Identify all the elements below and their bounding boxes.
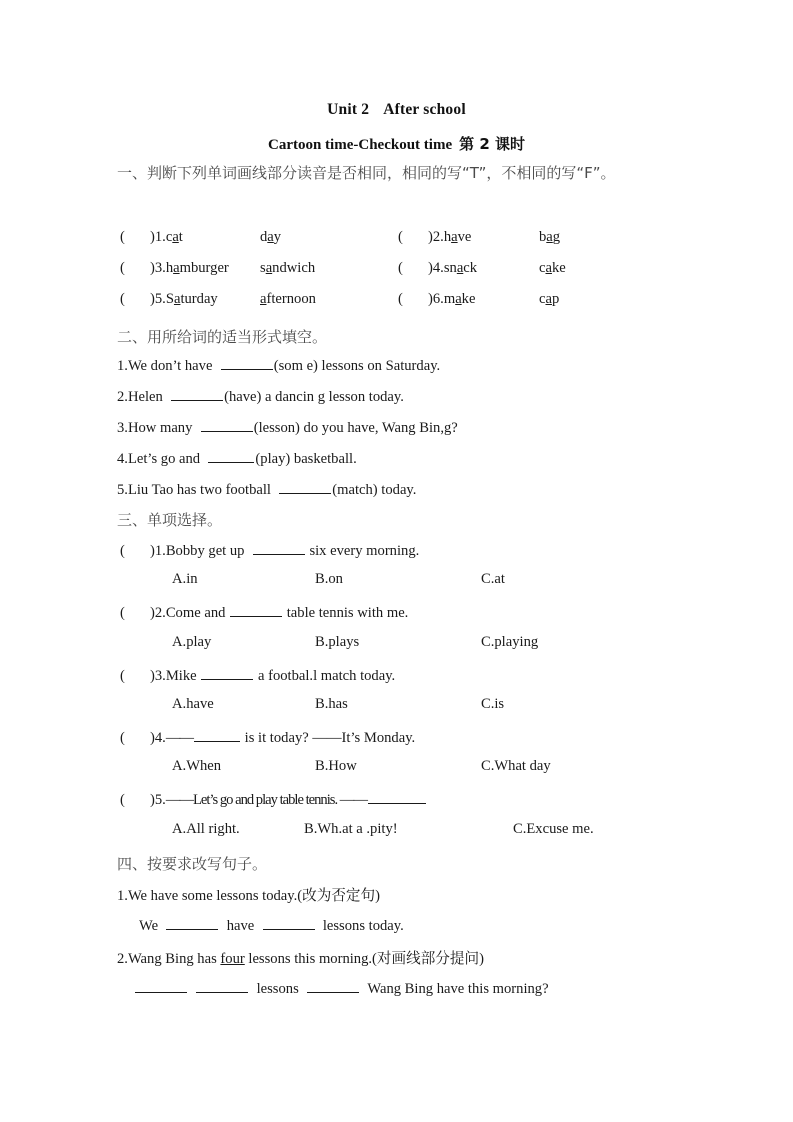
phonics-item-4: ( )4.snack: [398, 260, 478, 276]
answer-text-3: lessons today.: [322, 917, 404, 934]
word-prefix: c: [539, 291, 546, 307]
sentence-before: Let’s go and: [127, 450, 201, 467]
item-number: 3.: [154, 667, 166, 684]
word-prefix: h: [165, 260, 174, 276]
phonics-item-5-word2: [260, 291, 316, 308]
answer-blank[interactable]: [201, 665, 253, 680]
item-number: 4.: [117, 450, 128, 467]
word-underlined: a: [545, 291, 552, 307]
word-suffix: ve: [457, 229, 472, 245]
question-stem-after: a footbal.l match today.: [257, 667, 396, 684]
answer-text-1: We: [139, 917, 159, 934]
answer-paren[interactable]: (: [120, 229, 125, 245]
word-suffix: p: [551, 291, 560, 307]
phonics-item-1: ( )1.cat: [120, 229, 183, 245]
word-underlined: a: [172, 229, 179, 245]
prompt-underlined: four: [220, 951, 245, 967]
word-underlined: a: [451, 229, 458, 245]
rewrite-prompt-2: [117, 947, 484, 968]
word-suffix: g: [552, 229, 561, 245]
prompt-after: lessons this morning.(对画线部分提问): [244, 951, 484, 967]
word-suffix: t: [178, 229, 183, 245]
word-suffix: fternoon: [266, 291, 316, 307]
option-c[interactable]: C.is: [481, 696, 505, 712]
mc-question-5: ( )5.——Let’s go and play table tennis. ——: [120, 789, 427, 809]
rewrite-answer-1: [139, 915, 404, 935]
option-b[interactable]: B.on: [315, 571, 343, 587]
word-underlined: a: [173, 260, 180, 276]
phonics-item-6-word2: [539, 291, 559, 308]
answer-blank[interactable]: [279, 479, 331, 494]
phonics-item-5: ( )5.Saturday: [120, 291, 218, 307]
item-number: 4.: [154, 729, 166, 746]
answer-text-1: lessons: [256, 980, 299, 997]
item-number: 1.: [154, 542, 166, 559]
word-suffix: ke: [461, 291, 476, 307]
answer-paren[interactable]: (: [120, 542, 125, 559]
item-number: 2.: [432, 229, 444, 245]
option-c[interactable]: C.at: [481, 571, 505, 587]
answer-paren[interactable]: (: [120, 604, 125, 621]
answer-paren[interactable]: (: [120, 729, 125, 746]
word-underlined: a: [546, 229, 553, 245]
option-a[interactable]: A.All right.: [172, 821, 240, 837]
answer-blank[interactable]: [135, 978, 187, 993]
word-prefix: c: [165, 229, 173, 245]
sentence-after: (have) a dancin g lesson today.: [224, 388, 404, 405]
answer-text-2: have: [226, 917, 255, 934]
item-number: 3.: [154, 260, 166, 276]
option-b[interactable]: B.Wh.at a .pity!: [304, 821, 398, 837]
answer-blank[interactable]: [263, 915, 315, 930]
answer-blank[interactable]: [221, 355, 273, 370]
fill-blank-item-4: [117, 448, 357, 468]
option-a[interactable]: A.When: [172, 758, 222, 774]
word-underlined: a: [455, 291, 462, 307]
rewrite-prompt-1: [117, 884, 380, 905]
page-subtitle-english: Cartoon time-Checkout time: [267, 137, 453, 153]
question-stem-before: Come and: [165, 604, 226, 621]
item-number: 5.: [154, 291, 166, 307]
answer-paren[interactable]: (: [120, 667, 125, 684]
sentence-before: We don’t have: [127, 357, 213, 374]
item-number: 2.: [117, 951, 128, 967]
option-b[interactable]: B.plays: [315, 634, 360, 650]
sentence-after: (match) today.: [332, 481, 417, 498]
word-prefix: c: [539, 260, 546, 276]
word-underlined: a: [265, 260, 273, 276]
word-underlined: a: [260, 291, 267, 307]
item-number: 5.: [154, 791, 166, 808]
section-3-heading: 三、单项选择。: [117, 511, 223, 529]
answer-blank[interactable]: [253, 540, 305, 555]
mc-question-4: ( )4.—— is it today? ——It’s Monday.: [120, 727, 415, 747]
fill-blank-item-3: [117, 417, 458, 437]
answer-paren[interactable]: (: [398, 229, 403, 245]
section-4-heading: 四、按要求改写句子。: [117, 855, 268, 873]
page-title: [0, 101, 793, 119]
sentence-after: (som e) lessons on Saturday.: [273, 357, 441, 374]
option-b[interactable]: B.has: [315, 696, 348, 712]
answer-paren[interactable]: (: [398, 260, 403, 276]
item-number: 1.: [117, 357, 128, 374]
section-2-heading: 二、用所给词的适当形式填空。: [117, 328, 328, 346]
page-title-lesson: After school: [383, 101, 466, 118]
answer-blank[interactable]: [208, 448, 254, 463]
phonics-item-3: ( )3.hamburger: [120, 260, 229, 276]
sentence-before: Helen: [127, 388, 163, 405]
question-stem-after: six every morning.: [309, 542, 420, 559]
answer-text-2: Wang Bing have this morning?: [367, 980, 549, 997]
word-underlined: a: [456, 260, 464, 276]
word-suffix: turday: [180, 291, 218, 307]
item-number: 1.: [117, 888, 128, 904]
prompt-text: We have some lessons today.(改为否定句): [127, 888, 380, 904]
phonics-item-2: ( )2.have: [398, 229, 472, 245]
prompt-before: Wang Bing has: [127, 951, 221, 967]
page-subtitle: [0, 133, 793, 154]
question-stem-after: is it today? ——It’s Monday.: [244, 729, 416, 746]
section-1-heading: 一、判断下列单词画线部分读音是否相同，相同的写“T”，不相同的写“F”。: [117, 164, 616, 182]
question-stem-after: table tennis with me.: [286, 604, 409, 621]
word-underlined: a: [267, 229, 274, 245]
question-stem-before: Mike: [165, 667, 197, 684]
word-prefix: d: [260, 229, 268, 245]
phonics-item-3-word2: [260, 260, 315, 277]
phonics-item-4-word2: [539, 260, 566, 277]
item-number: 3.: [117, 419, 128, 436]
question-stem-before: ——Let’s go and play table tennis. ——: [165, 791, 367, 808]
item-number: 4.: [432, 260, 444, 276]
answer-blank[interactable]: [194, 727, 240, 742]
answer-blank[interactable]: [196, 978, 248, 993]
sentence-before: Liu Tao has two football: [127, 481, 271, 498]
word-prefix: b: [539, 229, 547, 245]
sentence-before: How many: [127, 419, 193, 436]
answer-blank[interactable]: [307, 978, 359, 993]
page-title-unit: Unit 2: [327, 101, 370, 118]
question-stem-before: Bobby get up: [165, 542, 245, 559]
word-suffix: ke: [551, 260, 566, 276]
mc-question-3: ( )3.Mike a footbal.l match today.: [120, 665, 395, 685]
word-prefix: h: [443, 229, 452, 245]
option-c[interactable]: C.Excuse me.: [513, 821, 594, 837]
sentence-after: (lesson) do you have, Wang Bin,g?: [253, 419, 458, 436]
rewrite-answer-2: [134, 978, 549, 998]
word-suffix: ck: [463, 260, 478, 276]
option-c[interactable]: C.What day: [481, 758, 551, 774]
answer-blank[interactable]: [166, 915, 218, 930]
question-stem-before: ——: [165, 729, 194, 746]
answer-paren[interactable]: (: [120, 291, 125, 307]
option-c[interactable]: C.playing: [481, 634, 539, 650]
word-underlined: a: [173, 291, 181, 307]
answer-paren[interactable]: (: [398, 291, 403, 307]
word-prefix: m: [443, 291, 456, 307]
word-prefix: s: [260, 260, 266, 276]
phonics-item-6: ( )6.make: [398, 291, 476, 307]
answer-blank[interactable]: [171, 386, 223, 401]
option-a[interactable]: A.play: [172, 634, 212, 650]
phonics-item-2-word2: [539, 229, 560, 246]
answer-paren[interactable]: (: [120, 791, 125, 808]
option-a[interactable]: A.in: [172, 571, 198, 587]
item-number: 5.: [117, 481, 128, 498]
option-b[interactable]: B.How: [315, 758, 357, 774]
mc-question-2: ( )2.Come and table tennis with me.: [120, 602, 408, 622]
answer-blank[interactable]: [230, 602, 282, 617]
word-underlined: a: [545, 260, 552, 276]
fill-blank-item-5: [117, 479, 416, 499]
page-subtitle-chinese: 第 2 课时: [459, 135, 525, 153]
answer-paren[interactable]: (: [120, 260, 125, 276]
sentence-after: (play) basketball.: [255, 450, 357, 467]
item-number: 1.: [154, 229, 166, 245]
word-suffix: mburger: [179, 260, 229, 276]
word-suffix: ndwich: [272, 260, 316, 276]
word-suffix: y: [273, 229, 282, 245]
item-number: 6.: [432, 291, 444, 307]
word-prefix: sn: [443, 260, 457, 276]
item-number: 2.: [154, 604, 166, 621]
word-prefix: S: [165, 291, 174, 307]
item-number: 2.: [117, 388, 128, 405]
answer-blank[interactable]: [368, 789, 426, 804]
fill-blank-item-2: [117, 386, 404, 406]
fill-blank-item-1: [117, 355, 440, 375]
answer-blank[interactable]: [201, 417, 253, 432]
mc-question-1: ( )1.Bobby get up six every morning.: [120, 540, 419, 560]
phonics-item-1-word2: [260, 229, 281, 246]
option-a[interactable]: A.have: [172, 696, 214, 712]
